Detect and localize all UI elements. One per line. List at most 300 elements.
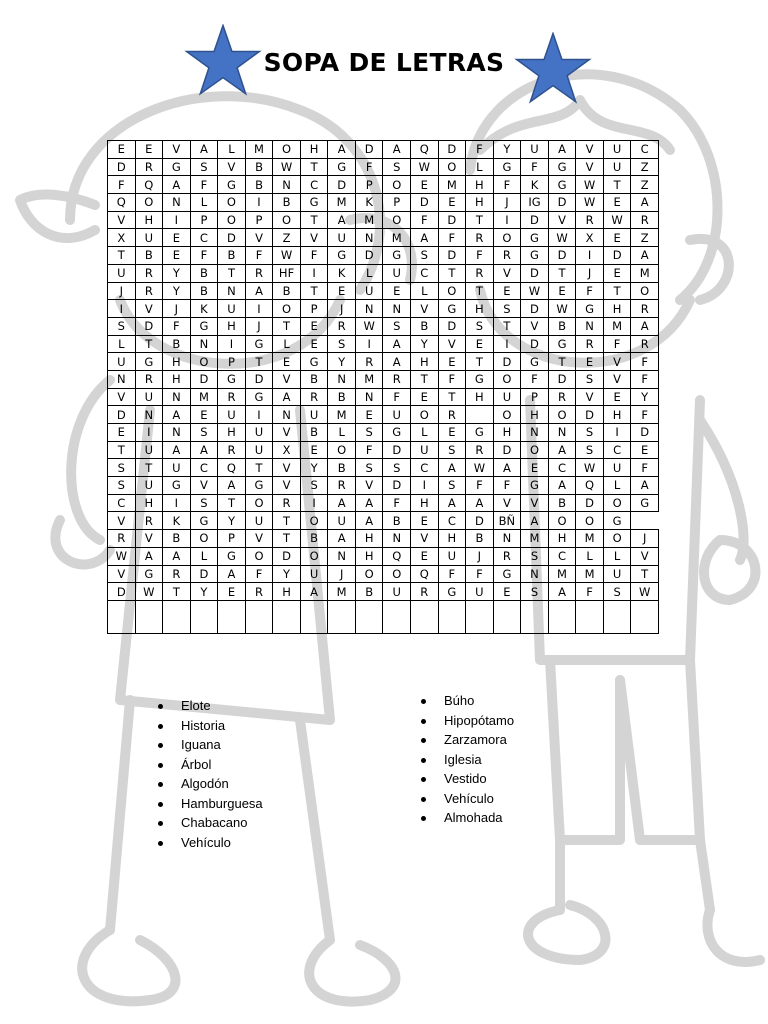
grid-cell: D	[521, 335, 549, 353]
grid-cell: O	[493, 229, 521, 247]
grid-cell: G	[218, 547, 246, 565]
grid-row	[108, 406, 659, 424]
grid-cell: V	[355, 477, 383, 495]
grid-cell: C	[603, 441, 631, 459]
grid-cell: R	[493, 247, 521, 265]
grid-cell: D	[438, 247, 466, 265]
list-item: Vehículo	[421, 789, 514, 809]
grid-cell: C	[438, 512, 466, 530]
grid-cell: S	[190, 424, 218, 442]
grid-cell: A	[328, 530, 356, 548]
grid-cell: S	[411, 247, 439, 265]
grid-cell: R	[493, 547, 521, 565]
grid-cell: M	[548, 565, 576, 583]
grid-cell: N	[190, 335, 218, 353]
grid-cell: D	[273, 547, 301, 565]
grid-cell: Q	[411, 141, 439, 159]
grid-cell: Y	[273, 565, 301, 583]
grid-cell: H	[411, 353, 439, 371]
grid-row	[108, 247, 659, 265]
grid-cell: U	[218, 406, 246, 424]
grid-cell: H	[493, 424, 521, 442]
grid-cell: V	[548, 211, 576, 229]
grid-cell: Q	[576, 477, 604, 495]
grid-cell: N	[108, 370, 136, 388]
grid-cell: U	[603, 158, 631, 176]
grid-cell	[576, 600, 604, 633]
grid-cell: H	[135, 494, 163, 512]
grid-cell: W	[631, 583, 659, 601]
grid-cell: A	[328, 494, 356, 512]
grid-cell: N	[383, 530, 411, 548]
grid-row	[108, 194, 659, 212]
grid-cell: D	[190, 370, 218, 388]
grid-cell: R	[576, 211, 604, 229]
grid-cell: V	[108, 211, 136, 229]
grid-cell: C	[548, 547, 576, 565]
grid-cell: D	[218, 229, 246, 247]
grid-cell: K	[355, 194, 383, 212]
grid-cell: F	[631, 459, 659, 477]
grid-cell: O	[383, 176, 411, 194]
grid-cell: W	[135, 583, 163, 601]
list-item: Iglesia	[421, 750, 514, 770]
grid-cell: F	[108, 176, 136, 194]
grid-cell: T	[218, 264, 246, 282]
grid-row	[108, 282, 659, 300]
grid-cell: M	[328, 583, 356, 601]
grid-cell: U	[603, 565, 631, 583]
grid-cell: T	[135, 459, 163, 477]
grid-cell: V	[521, 494, 549, 512]
list-item: Historia	[158, 716, 263, 736]
grid-cell: U	[355, 282, 383, 300]
grid-cell: O	[245, 547, 273, 565]
grid-cell: I	[163, 494, 191, 512]
grid-cell: F	[355, 158, 383, 176]
grid-cell: N	[355, 300, 383, 318]
grid-cell: E	[300, 317, 328, 335]
grid-cell: L	[411, 424, 439, 442]
grid-cell: N	[521, 424, 549, 442]
grid-cell: Y	[300, 459, 328, 477]
grid-cell: B	[300, 370, 328, 388]
grid-cell: U	[328, 512, 356, 530]
grid-cell: G	[631, 494, 659, 512]
grid-cell: N	[273, 176, 301, 194]
grid-cell: V	[603, 370, 631, 388]
grid-cell: A	[383, 353, 411, 371]
grid-cell: B	[466, 530, 494, 548]
star-icon-left	[182, 24, 264, 96]
grid-cell: T	[631, 565, 659, 583]
grid-cell: G	[300, 353, 328, 371]
grid-cell: A	[355, 494, 383, 512]
grid-cell: U	[383, 583, 411, 601]
grid-cell: G	[245, 335, 273, 353]
grid-cell	[328, 600, 356, 633]
grid-cell: T	[245, 459, 273, 477]
grid-cell: E	[355, 406, 383, 424]
grid-cell: BÑ	[493, 512, 521, 530]
grid-cell: U	[466, 583, 494, 601]
grid-cell: J	[631, 530, 659, 548]
grid-cell	[466, 600, 494, 633]
grid-cell: N	[328, 370, 356, 388]
list-item: Chabacano	[158, 813, 263, 833]
grid-cell: S	[383, 317, 411, 335]
grid-cell: C	[411, 264, 439, 282]
grid-row	[108, 565, 659, 583]
grid-cell: K	[328, 264, 356, 282]
grid-cell: Q	[383, 547, 411, 565]
grid-cell: B	[548, 317, 576, 335]
grid-cell: A	[631, 247, 659, 265]
grid-cell: D	[438, 317, 466, 335]
grid-cell: I	[108, 300, 136, 318]
grid-cell: F	[383, 388, 411, 406]
grid-cell: R	[466, 441, 494, 459]
grid-cell	[108, 600, 136, 633]
grid-cell: R	[631, 335, 659, 353]
grid-cell: D	[548, 370, 576, 388]
grid-cell: A	[548, 141, 576, 159]
grid-cell: T	[273, 317, 301, 335]
grid-row	[108, 300, 659, 318]
grid-cell: G	[576, 300, 604, 318]
grid-cell: A	[383, 335, 411, 353]
grid-cell: E	[493, 282, 521, 300]
grid-cell: Z	[631, 229, 659, 247]
grid-cell: M	[631, 264, 659, 282]
grid-cell: H	[135, 211, 163, 229]
grid-cell: I	[603, 424, 631, 442]
grid-cell: W	[548, 300, 576, 318]
grid-cell: D	[135, 317, 163, 335]
grid-cell: O	[190, 530, 218, 548]
grid-cell: E	[300, 441, 328, 459]
grid-cell	[493, 600, 521, 633]
grid-cell: P	[190, 211, 218, 229]
grid-cell: G	[328, 247, 356, 265]
grid-cell: P	[300, 300, 328, 318]
grid-row	[108, 211, 659, 229]
grid-cell: G	[548, 335, 576, 353]
grid-cell: U	[135, 388, 163, 406]
grid-cell: B	[300, 424, 328, 442]
grid-cell: S	[493, 300, 521, 318]
grid-cell: F	[631, 406, 659, 424]
grid-cell: A	[493, 459, 521, 477]
grid-cell: E	[603, 194, 631, 212]
grid-cell: R	[135, 158, 163, 176]
grid-cell: S	[328, 335, 356, 353]
grid-cell: O	[383, 565, 411, 583]
grid-cell: U	[218, 300, 246, 318]
grid-cell: P	[218, 353, 246, 371]
grid-cell: O	[300, 547, 328, 565]
grid-cell: V	[300, 229, 328, 247]
grid-cell: B	[411, 317, 439, 335]
grid-cell: H	[603, 300, 631, 318]
grid-cell	[411, 600, 439, 633]
grid-row	[108, 530, 659, 548]
grid-cell: U	[163, 459, 191, 477]
grid-cell: S	[521, 583, 549, 601]
grid-cell: D	[411, 194, 439, 212]
grid-cell: M	[328, 406, 356, 424]
grid-cell: I	[245, 194, 273, 212]
grid-cell: S	[438, 477, 466, 495]
grid-cell: G	[493, 158, 521, 176]
grid-cell: D	[603, 247, 631, 265]
grid-cell: N	[328, 547, 356, 565]
grid-cell: S	[108, 459, 136, 477]
grid-cell: F	[521, 158, 549, 176]
grid-cell: A	[190, 141, 218, 159]
grid-cell: A	[163, 406, 191, 424]
grid-cell: T	[245, 353, 273, 371]
grid-cell: G	[466, 370, 494, 388]
grid-cell: G	[493, 565, 521, 583]
grid-cell: H	[218, 424, 246, 442]
grid-cell: B	[328, 388, 356, 406]
grid-cell: H	[603, 406, 631, 424]
grid-cell: E	[135, 141, 163, 159]
grid-cell: S	[521, 547, 549, 565]
grid-cell: A	[383, 141, 411, 159]
grid-cell: L	[108, 335, 136, 353]
grid-cell: L	[576, 547, 604, 565]
grid-cell: R	[245, 264, 273, 282]
grid-cell: Q	[135, 176, 163, 194]
list-item: Almohada	[421, 808, 514, 828]
grid-cell: E	[466, 335, 494, 353]
grid-cell: V	[245, 530, 273, 548]
grid-cell: U	[108, 264, 136, 282]
grid-cell: S	[576, 370, 604, 388]
grid-cell: R	[466, 264, 494, 282]
grid-cell: A	[300, 583, 328, 601]
star-icon-right	[512, 32, 594, 104]
grid-cell: L	[218, 141, 246, 159]
grid-cell: S	[108, 317, 136, 335]
grid-cell: G	[218, 176, 246, 194]
grid-cell: V	[576, 141, 604, 159]
grid-cell: F	[438, 565, 466, 583]
grid-cell: D	[521, 264, 549, 282]
grid-cell: V	[135, 300, 163, 318]
grid-cell: A	[328, 141, 356, 159]
grid-row	[108, 600, 659, 633]
grid-cell: F	[190, 176, 218, 194]
grid-cell: R	[548, 388, 576, 406]
grid-cell: K	[521, 176, 549, 194]
grid-cell: W	[273, 158, 301, 176]
grid-cell: R	[135, 264, 163, 282]
word-list-left	[158, 696, 263, 852]
grid-cell: L	[190, 194, 218, 212]
grid-cell: U	[521, 141, 549, 159]
grid-cell: Y	[493, 141, 521, 159]
grid-cell: U	[135, 229, 163, 247]
grid-cell: P	[245, 211, 273, 229]
grid-cell: X	[108, 229, 136, 247]
list-item: Árbol	[158, 755, 263, 775]
grid-cell: M	[383, 229, 411, 247]
grid-cell: W	[576, 194, 604, 212]
grid-cell: C	[108, 494, 136, 512]
grid-cell: G	[521, 229, 549, 247]
grid-cell: O	[218, 211, 246, 229]
grid-cell: U	[108, 353, 136, 371]
grid-cell	[163, 600, 191, 633]
grid-cell: D	[438, 141, 466, 159]
grid-cell: I	[245, 300, 273, 318]
grid-row	[108, 176, 659, 194]
grid-cell: I	[300, 264, 328, 282]
list-item: Vestido	[421, 769, 514, 789]
grid-cell: U	[603, 459, 631, 477]
grid-cell: T	[438, 388, 466, 406]
grid-cell: G	[521, 247, 549, 265]
grid-cell: A	[548, 583, 576, 601]
grid-cell: F	[521, 370, 549, 388]
grid-cell: R	[273, 494, 301, 512]
grid-cell: N	[218, 282, 246, 300]
grid-cell: I	[493, 211, 521, 229]
grid-cell: V	[245, 229, 273, 247]
grid-cell: A	[190, 441, 218, 459]
grid-cell: P	[383, 194, 411, 212]
grid-cell: O	[135, 194, 163, 212]
grid-cell: Y	[328, 353, 356, 371]
grid-cell: F	[190, 247, 218, 265]
grid-cell: Q	[108, 194, 136, 212]
grid-cell: E	[438, 424, 466, 442]
grid-cell: A	[411, 229, 439, 247]
grid-cell: S	[383, 459, 411, 477]
grid-cell: T	[163, 583, 191, 601]
grid-cell: N	[383, 300, 411, 318]
grid-cell: D	[493, 353, 521, 371]
grid-cell: U	[603, 141, 631, 159]
grid-cell: O	[328, 441, 356, 459]
grid-cell: G	[163, 158, 191, 176]
grid-cell: S	[383, 158, 411, 176]
grid-cell: B	[163, 530, 191, 548]
grid-cell: S	[300, 477, 328, 495]
grid-cell: L	[603, 547, 631, 565]
grid-cell: T	[493, 317, 521, 335]
grid-row	[108, 388, 659, 406]
grid-cell: L	[190, 547, 218, 565]
grid-cell: N	[548, 424, 576, 442]
grid-cell: B	[273, 194, 301, 212]
grid-cell: R	[245, 583, 273, 601]
grid-cell: F	[576, 583, 604, 601]
grid-cell	[190, 600, 218, 633]
grid-cell: M	[190, 388, 218, 406]
grid-cell: N	[273, 406, 301, 424]
grid-cell: T	[548, 353, 576, 371]
grid-cell: B	[218, 247, 246, 265]
grid-cell: O	[548, 512, 576, 530]
grid-cell: G	[190, 512, 218, 530]
grid-cell: E	[163, 247, 191, 265]
list-item: Hamburguesa	[158, 794, 263, 814]
grid-cell: J	[245, 317, 273, 335]
grid-cell: E	[603, 229, 631, 247]
grid-cell: U	[245, 441, 273, 459]
grid-cell: V	[411, 530, 439, 548]
grid-cell: U	[411, 441, 439, 459]
word-search-grid	[107, 140, 659, 634]
grid-cell: E	[383, 282, 411, 300]
grid-cell: T	[548, 264, 576, 282]
grid-cell: H	[548, 530, 576, 548]
grid-cell: G	[135, 353, 163, 371]
grid-row	[108, 158, 659, 176]
grid-cell: U	[383, 406, 411, 424]
grid-cell: G	[190, 317, 218, 335]
grid-cell: I	[135, 424, 163, 442]
grid-cell: O	[218, 194, 246, 212]
grid-cell: G	[245, 388, 273, 406]
grid-cell: E	[438, 194, 466, 212]
grid-cell: H	[355, 547, 383, 565]
grid-cell: M	[576, 530, 604, 548]
grid-cell: V	[273, 370, 301, 388]
grid-cell: J	[328, 300, 356, 318]
grid-row	[108, 370, 659, 388]
grid-cell: G	[163, 477, 191, 495]
grid-cell: T	[108, 441, 136, 459]
grid-cell: F	[245, 247, 273, 265]
grid-row	[108, 494, 659, 512]
grid-cell: R	[438, 406, 466, 424]
grid-cell: H	[411, 494, 439, 512]
grid-cell: O	[438, 158, 466, 176]
grid-cell: H	[163, 353, 191, 371]
grid-cell: U	[135, 441, 163, 459]
grid-cell: A	[328, 211, 356, 229]
grid-cell: V	[493, 264, 521, 282]
grid-cell: V	[521, 317, 549, 335]
grid-cell: N	[355, 388, 383, 406]
grid-cell: C	[190, 229, 218, 247]
grid-row	[108, 353, 659, 371]
grid-cell: J	[576, 264, 604, 282]
grid-cell: R	[163, 565, 191, 583]
grid-cell: I	[300, 494, 328, 512]
grid-cell: T	[218, 494, 246, 512]
grid-cell: B	[190, 264, 218, 282]
grid-cell: V	[163, 141, 191, 159]
grid-cell: E	[411, 547, 439, 565]
grid-cell: D	[576, 406, 604, 424]
list-item: Algodón	[158, 774, 263, 794]
grid-cell: M	[438, 176, 466, 194]
grid-cell: B	[548, 494, 576, 512]
grid-cell: Z	[631, 176, 659, 194]
grid-cell: O	[576, 512, 604, 530]
grid-cell: A	[218, 565, 246, 583]
grid-cell: M	[328, 194, 356, 212]
grid-cell: Y	[163, 282, 191, 300]
grid-cell: K	[163, 512, 191, 530]
grid-cell: R	[135, 282, 163, 300]
